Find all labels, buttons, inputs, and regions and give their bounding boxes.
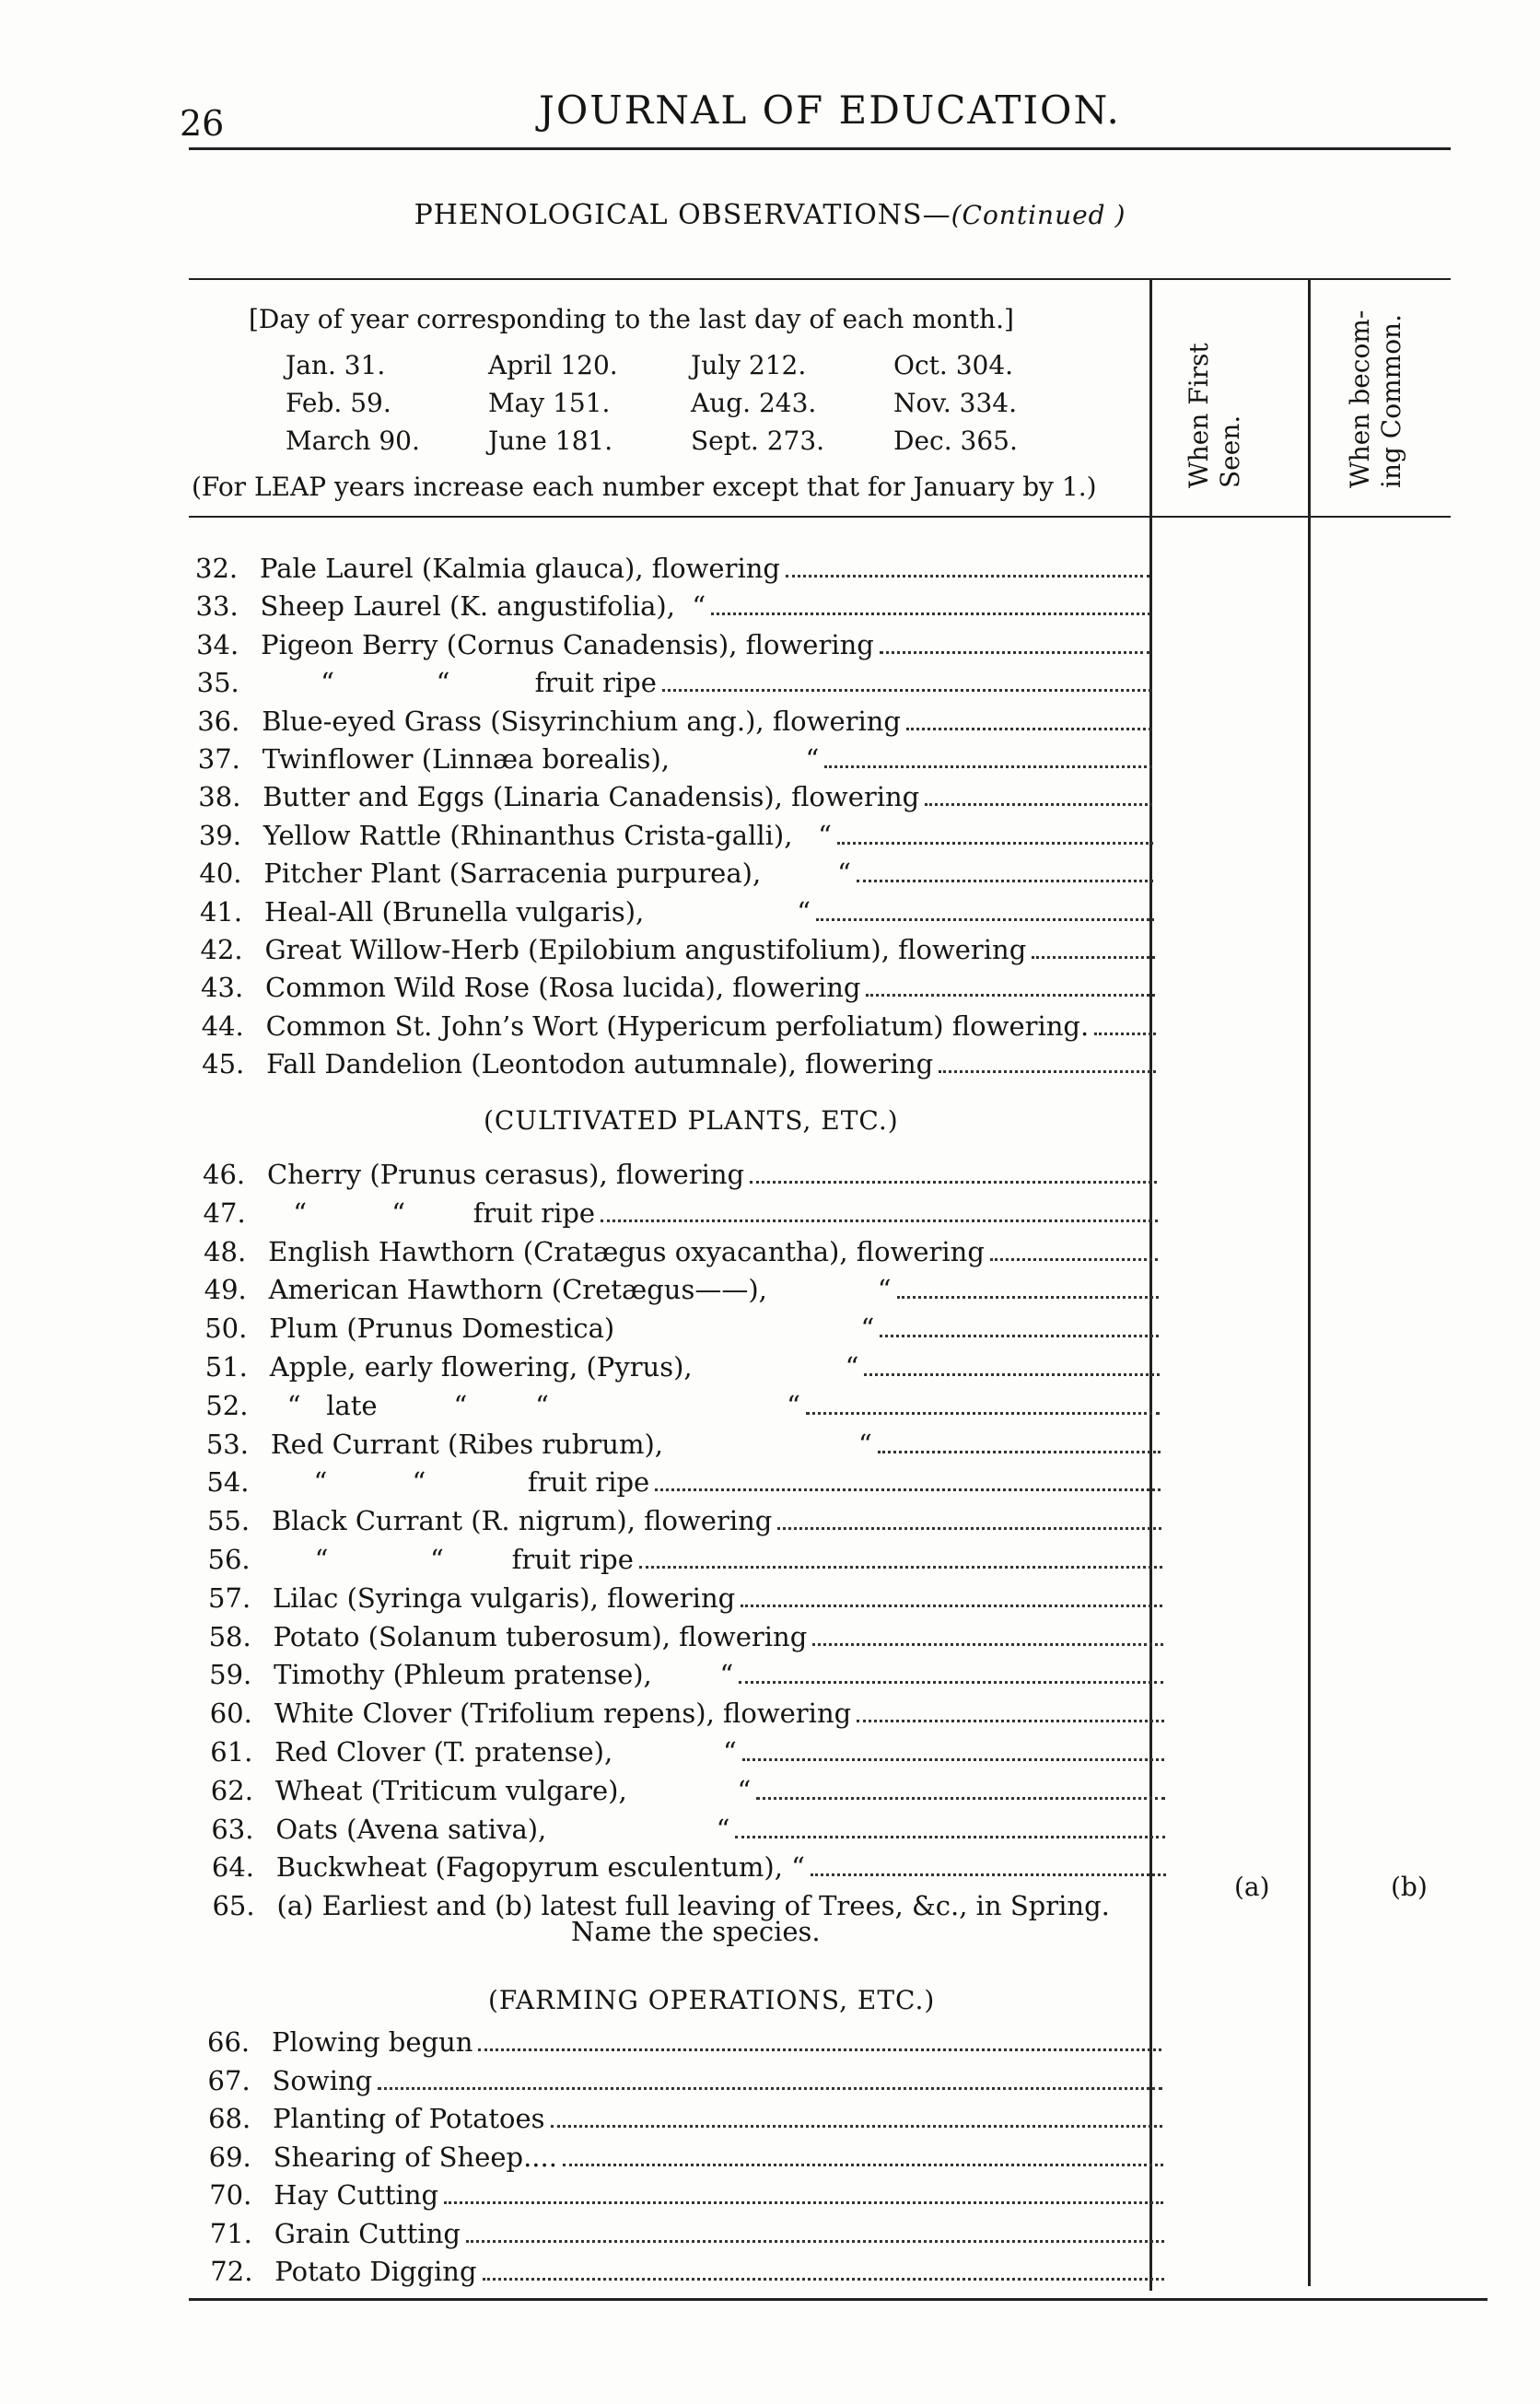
observation-row xyxy=(196,629,1154,666)
observation-row xyxy=(211,1814,1169,1850)
item-65-mark-b: (b) xyxy=(1391,1872,1428,1902)
item-number: 56. xyxy=(207,1544,251,1575)
dot-leader xyxy=(866,994,1155,997)
item-text: Hay Cutting xyxy=(274,2179,439,2211)
item-number: 43. xyxy=(201,972,244,1004)
item-text: English Hawthorn (Cratægus oxyacantha), flowering xyxy=(268,1235,985,1267)
item-text: Twinflower (Linnæa borealis), “ xyxy=(262,743,820,775)
item-number: 52. xyxy=(205,1389,249,1421)
item-number: 38. xyxy=(198,781,241,813)
calendar-cell: Jan. 31. xyxy=(286,350,386,380)
table-bottom-rule xyxy=(189,2298,1488,2301)
calendar-cell: Feb. 59. xyxy=(286,388,391,418)
item-text: Potato Digging xyxy=(274,2256,477,2287)
dot-leader xyxy=(483,2278,1165,2281)
item-number: 58. xyxy=(208,1620,251,1652)
item-number: 57. xyxy=(208,1581,251,1614)
observation-row xyxy=(210,1698,1168,1734)
item-65-mark-a: (a) xyxy=(1234,1872,1270,1902)
dot-leader xyxy=(655,1488,1161,1491)
item-text: Buckwheat (Fagopyrum esculentum), “ xyxy=(275,1851,805,1884)
calendar-bottom-rule xyxy=(189,516,1451,518)
dot-leader xyxy=(939,1070,1156,1073)
item-text: Sheep Laurel (K. angustifolia), “ xyxy=(260,590,706,623)
item-text: Pale Laurel (Kalmia glauca), flowering xyxy=(260,553,780,584)
item-text: Common St. John’s Wort (Hypericum perfoliatum) flowering. xyxy=(265,1009,1090,1042)
calendar-cell: Aug. 243. xyxy=(691,388,817,418)
dot-leader xyxy=(742,1758,1164,1761)
item-text: Shearing of Sheep.... xyxy=(273,2141,557,2173)
item-number: 65. xyxy=(212,1890,255,1922)
item-text: Red Currant (Ribes rubrum), “ xyxy=(270,1428,872,1460)
dot-leader xyxy=(735,1836,1165,1838)
observation-row xyxy=(206,1429,1164,1465)
header-rule xyxy=(189,147,1451,150)
item-number: 50. xyxy=(204,1313,248,1345)
observation-row xyxy=(195,553,1153,589)
dot-leader xyxy=(563,2164,1163,2166)
item-number: 46. xyxy=(203,1159,246,1190)
item-text: American Hawthorn (Cretægus——), “ xyxy=(268,1274,892,1306)
calendar-cell: April 120. xyxy=(488,350,618,380)
item-text: Yellow Rattle (Rhinanthus Crista-galli), “ xyxy=(262,819,832,851)
item-number: 55. xyxy=(206,1505,251,1537)
section-title-text: PHENOLOGICAL OBSERVATIONS— xyxy=(414,199,951,231)
item-text: Blue-eyed Grass (Sisyrinchium ang.), flowering xyxy=(262,705,901,737)
item-number: 45. xyxy=(202,1048,245,1080)
dot-leader xyxy=(662,689,1151,692)
page-number: 26 xyxy=(180,103,225,144)
observation-row xyxy=(205,1351,1163,1388)
observation-row xyxy=(196,590,1154,627)
item-number: 33. xyxy=(195,590,239,623)
observation-row xyxy=(209,2179,1167,2216)
observation-row xyxy=(209,1659,1167,1696)
dot-leader xyxy=(824,765,1151,768)
item-number: 34. xyxy=(196,628,239,660)
dot-leader xyxy=(925,803,1152,806)
item-number: 42. xyxy=(200,934,243,965)
dot-leader xyxy=(478,2048,1161,2051)
item-text: Potato (Solanum tuberosum), flowering xyxy=(273,1620,808,1652)
observation-row xyxy=(209,1621,1167,1658)
item-text: Butter and Eggs (Linaria Canadensis), flowering xyxy=(262,781,920,813)
dot-leader xyxy=(551,2125,1163,2128)
item-number: 37. xyxy=(197,743,240,775)
observation-row xyxy=(201,934,1159,971)
dot-leader xyxy=(897,1296,1159,1299)
item-number: 36. xyxy=(197,705,240,737)
observation-row xyxy=(199,820,1157,857)
calendar-heading: [Day of year corresponding to the last day of each month.] xyxy=(249,304,1014,334)
item-number: 44. xyxy=(201,1009,244,1042)
observation-row xyxy=(210,1736,1168,1773)
dot-leader xyxy=(639,1566,1162,1569)
calendar-cell: June 181. xyxy=(488,426,613,456)
dot-leader xyxy=(837,842,1153,845)
item-text: Plum (Prunus Domestica) “ xyxy=(269,1313,875,1345)
item-text: Common Wild Rose (Rosa lucida), flowering xyxy=(265,972,861,1004)
item-number: 69. xyxy=(208,2141,251,2173)
dot-leader xyxy=(1032,956,1154,959)
item-number: 54. xyxy=(206,1466,250,1499)
item-number: 71. xyxy=(209,2217,252,2249)
item-number: 35. xyxy=(196,667,239,699)
item-text: (a) Earliest and (b) latest full leaving of Trees, &c., in Spring. xyxy=(276,1890,1110,1922)
dot-leader xyxy=(466,2240,1164,2243)
section-title xyxy=(0,199,1540,231)
dot-leader xyxy=(816,918,1154,921)
observation-row xyxy=(206,1466,1164,1503)
leap-year-note: (For LEAP years increase each number except that for January by 1.) xyxy=(192,472,1097,502)
item-text: Oats (Avena sativa), “ xyxy=(275,1813,730,1845)
item-text: Wheat (Triticum vulgare), “ xyxy=(274,1774,752,1806)
item-number: 67. xyxy=(207,2064,251,2096)
dot-leader xyxy=(812,1643,1162,1646)
item-number: 51. xyxy=(204,1351,248,1383)
item-text: Fall Dandelion (Leontodon autumnale), flowering xyxy=(266,1048,934,1080)
calendar-row xyxy=(286,426,1096,463)
dot-leader xyxy=(741,1605,1162,1607)
observation-row xyxy=(211,1775,1169,1812)
dot-leader xyxy=(811,1873,1166,1876)
observation-row xyxy=(199,858,1157,894)
observation-row xyxy=(210,2218,1168,2255)
table-top-rule xyxy=(189,278,1451,280)
dot-leader xyxy=(806,1412,1160,1415)
dot-leader xyxy=(906,728,1151,730)
item-text: Lilac (Syringa vulgaris), flowering xyxy=(273,1581,736,1614)
dot-leader xyxy=(739,1681,1163,1684)
item-65-note-text: Name the species. xyxy=(571,1916,821,1947)
calendar-cell: Oct. 304. xyxy=(893,350,1014,380)
dot-leader xyxy=(864,1373,1159,1376)
column-header-first-seen: When First Seen. xyxy=(1184,343,1245,488)
item-text: “ late “ “ “ xyxy=(270,1389,800,1421)
observation-row xyxy=(197,667,1155,704)
dot-leader xyxy=(880,1335,1159,1337)
item-number: 41. xyxy=(199,895,243,928)
continued-label: (Continued ) xyxy=(951,200,1126,230)
item-text: Pitcher Plant (Sarracenia purpurea), “ xyxy=(263,858,851,890)
observation-row xyxy=(198,743,1156,780)
observation-row xyxy=(204,1236,1161,1273)
calendar-row xyxy=(286,350,1096,388)
journal-title: JOURNAL OF EDUCATION. xyxy=(539,88,1121,133)
item-text: Heal-All (Brunella vulgaris), “ xyxy=(263,895,811,928)
item-text: Cherry (Prunus cerasus), flowering xyxy=(267,1159,745,1190)
observation-row xyxy=(204,1197,1161,1234)
observation-row xyxy=(200,896,1158,933)
column-divider-2 xyxy=(1308,278,1311,2286)
item-text: Red Clover (T. pratense), “ xyxy=(274,1736,737,1768)
observation-row xyxy=(208,1544,1166,1581)
item-number: 59. xyxy=(209,1659,252,1691)
observation-row xyxy=(208,2103,1166,2140)
dot-leader xyxy=(880,651,1150,654)
item-text: White Clover (Trifolium repens), flowering xyxy=(274,1698,852,1730)
item-number: 68. xyxy=(208,2103,251,2134)
dot-leader xyxy=(990,1258,1158,1261)
column-header-becoming-common: When becom- ing Common. xyxy=(1345,309,1406,488)
observation-row xyxy=(204,1274,1162,1311)
item-text: Planting of Potatoes xyxy=(273,2103,545,2134)
item-text: Plowing begun xyxy=(272,2026,473,2058)
calendar-cell: May 151. xyxy=(488,388,611,418)
calendar-cell: March 90. xyxy=(286,426,420,456)
item-number: 72. xyxy=(210,2256,253,2287)
dot-leader xyxy=(786,575,1149,578)
item-text: “ “ fruit ripe xyxy=(261,667,657,699)
item-number: 40. xyxy=(199,858,242,890)
observation-row xyxy=(202,1010,1160,1047)
observation-row xyxy=(208,1582,1166,1619)
dot-leader xyxy=(777,1527,1161,1530)
observation-row xyxy=(207,2026,1165,2063)
item-text: Apple, early flowering, (Pyrus), “ xyxy=(269,1351,859,1383)
calendar-cell: Nov. 334. xyxy=(893,388,1017,418)
calendar-cell: Dec. 365. xyxy=(893,426,1018,456)
farming-heading: (FARMING OPERATIONS, ETC.) xyxy=(488,1985,936,2015)
item-number: 64. xyxy=(211,1851,255,1884)
observation-row xyxy=(210,2256,1168,2293)
observation-row xyxy=(203,1159,1161,1196)
item-text: Grain Cutting xyxy=(274,2217,461,2249)
dot-leader xyxy=(711,613,1149,615)
observation-row xyxy=(201,972,1159,1009)
dot-leader xyxy=(1094,1033,1155,1035)
item-number: 32. xyxy=(195,553,239,584)
calendar-grid xyxy=(286,350,1096,463)
dot-leader xyxy=(857,1720,1163,1722)
item-number: 62. xyxy=(210,1774,253,1806)
item-text: Timothy (Phleum pratense), “ xyxy=(274,1659,734,1691)
item-65-note xyxy=(260,1916,821,1953)
observation-row xyxy=(204,1313,1162,1349)
calendar-row xyxy=(286,388,1096,426)
item-text: Pigeon Berry (Cornus Canadensis), flowering xyxy=(261,628,874,660)
dot-leader xyxy=(878,1451,1161,1453)
item-text: Great Willow-Herb (Epilobium angustifolium), flowering xyxy=(264,934,1027,965)
cultivated-heading: (CULTIVATED PLANTS, ETC.) xyxy=(484,1105,899,1136)
item-text: “ “ fruit ripe xyxy=(272,1544,634,1575)
dot-leader xyxy=(750,1181,1157,1184)
dot-leader xyxy=(444,2201,1163,2204)
dot-leader xyxy=(756,1797,1164,1800)
dot-leader xyxy=(601,1220,1157,1222)
item-number: 39. xyxy=(198,819,241,851)
item-number: 53. xyxy=(205,1428,249,1460)
observation-row xyxy=(205,1390,1163,1427)
item-text: “ “ fruit ripe xyxy=(267,1196,596,1229)
observation-row xyxy=(197,706,1155,742)
observation-row xyxy=(198,781,1156,818)
calendar-cell: July 212. xyxy=(691,350,807,380)
item-number: 63. xyxy=(211,1813,254,1845)
observation-row xyxy=(202,1048,1160,1085)
calendar-cell: Sept. 273. xyxy=(691,426,825,456)
item-text: “ “ fruit ripe xyxy=(271,1466,650,1499)
observation-row xyxy=(212,1851,1170,1888)
item-number: 60. xyxy=(209,1698,252,1730)
observation-row xyxy=(209,2141,1167,2178)
observation-row xyxy=(207,1505,1165,1542)
item-number: 49. xyxy=(204,1274,247,1306)
item-number: 48. xyxy=(204,1235,247,1267)
item-text: Sowing xyxy=(272,2064,373,2096)
item-number: 47. xyxy=(203,1196,246,1229)
observation-row xyxy=(208,2065,1166,2102)
dot-leader xyxy=(378,2087,1161,2090)
item-number: 70. xyxy=(209,2179,252,2211)
item-number: 61. xyxy=(210,1736,253,1768)
item-text: Black Currant (R. nigrum), flowering xyxy=(271,1505,773,1537)
item-number: 66. xyxy=(207,2026,251,2058)
dot-leader xyxy=(857,880,1153,882)
